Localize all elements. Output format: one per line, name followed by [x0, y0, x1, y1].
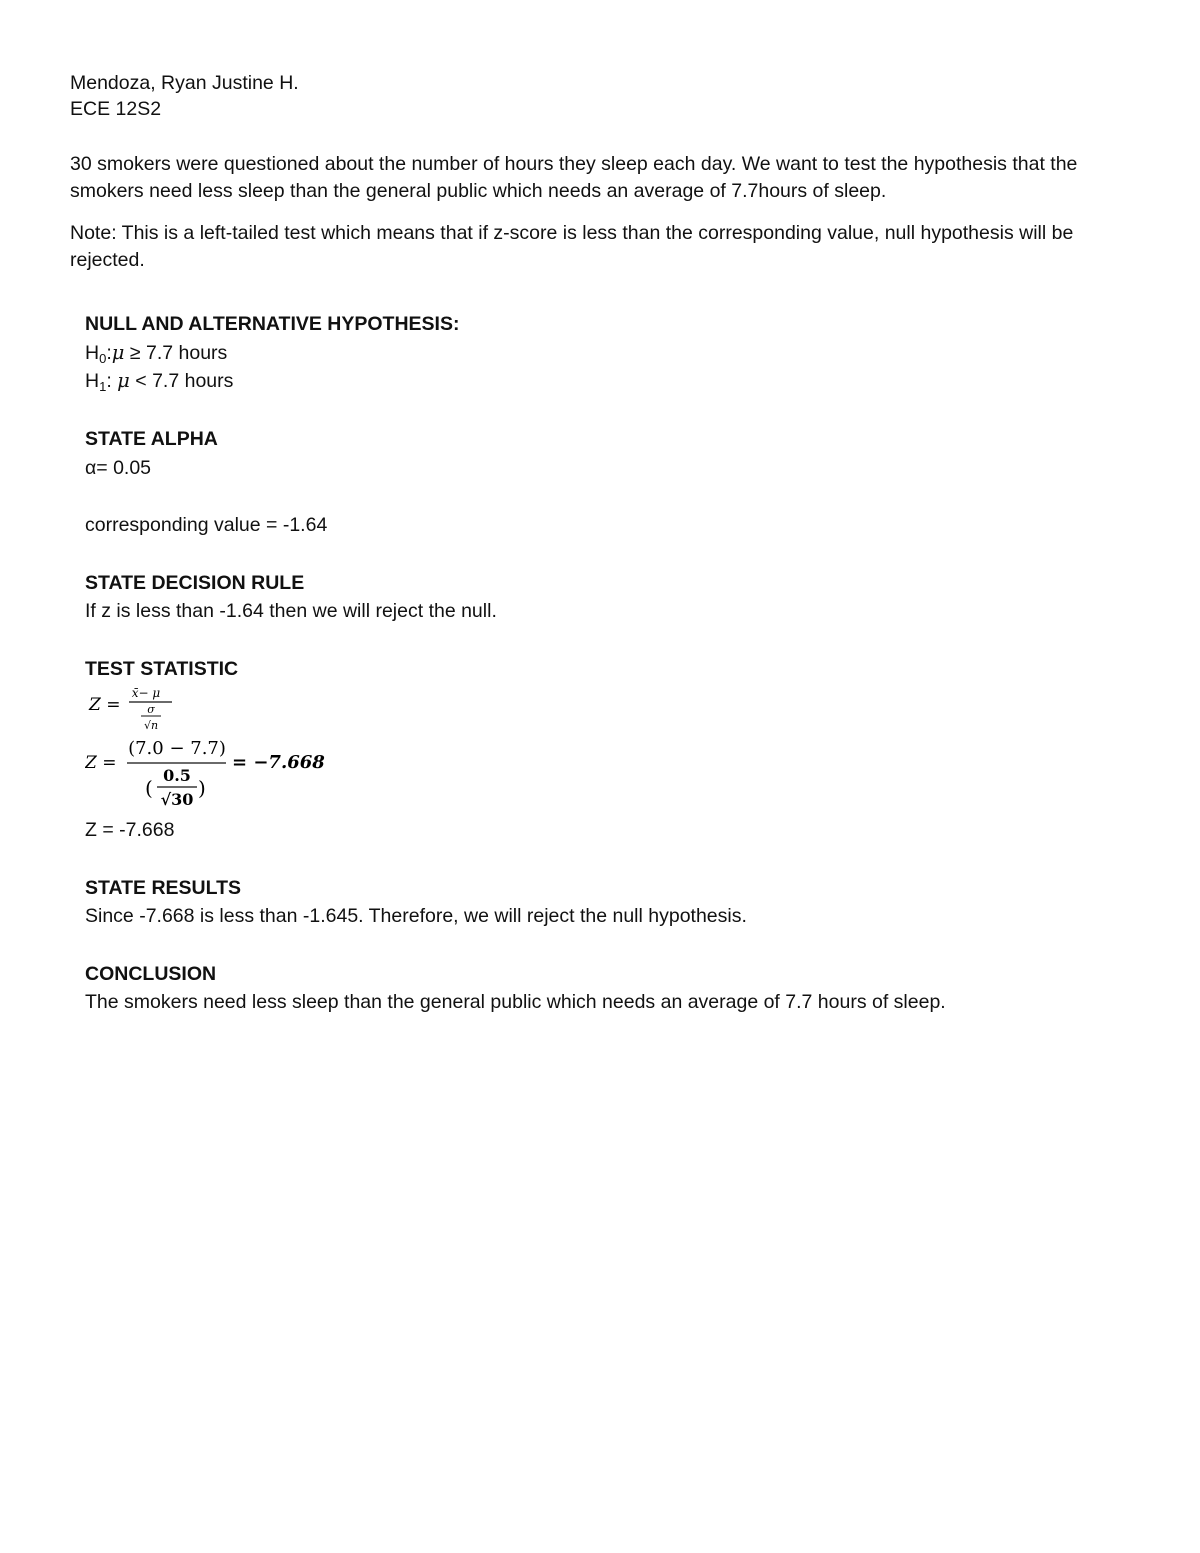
corresponding-value: corresponding value = -1.64	[85, 514, 328, 536]
null-hypothesis-condition: ≥ 7.7 hours	[124, 342, 228, 364]
results-text: Since -7.668 is less than -1.645. Therefore, we will reject the null hypothesis.	[85, 905, 747, 927]
class-section: ECE 12S2	[70, 98, 162, 120]
z-computation-inner-numerator: 0.5	[163, 766, 191, 785]
z-computation-lhs: Z =	[85, 753, 117, 773]
z-formula-lhs: Z =	[89, 695, 121, 715]
problem-note: Note: This is a left-tailed test which means that if z-score is less than the corresponding value, null hypothesis will be rejected.	[70, 222, 1074, 271]
alpha-heading: STATE ALPHA	[85, 428, 218, 450]
alternative-hypothesis-label: H	[85, 370, 100, 392]
decision-rule-text: If z is less than -1.64 then we will reject the null.	[85, 600, 497, 622]
z-formula-sigma: σ	[147, 703, 155, 716]
z-computation-inner-denominator: √30	[160, 790, 194, 809]
alternative-hypothesis-subscript: 1	[99, 379, 107, 394]
null-hypothesis-mu: μ	[111, 341, 125, 364]
z-computation	[85, 735, 345, 817]
alpha-value: α= 0.05	[85, 457, 152, 479]
decision-rule-heading: STATE DECISION RULE	[85, 572, 305, 594]
alternative-hypothesis	[85, 369, 233, 393]
z-result-line: Z = -7.668	[85, 819, 175, 841]
alternative-hypothesis-condition: < 7.7 hours	[129, 370, 234, 392]
z-formula-numerator: x̄− μ	[131, 686, 161, 700]
hypothesis-heading: NULL AND ALTERNATIVE HYPOTHESIS:	[85, 313, 460, 335]
alternative-hypothesis-mu: μ	[117, 369, 130, 392]
z-formula	[85, 683, 205, 735]
null-hypothesis-label: H	[85, 342, 100, 364]
test-statistic-heading: TEST STATISTIC	[85, 658, 239, 680]
author-name: Mendoza, Ryan Justine H.	[70, 72, 299, 94]
null-hypothesis-subscript: 0	[99, 351, 107, 366]
conclusion-heading: CONCLUSION	[85, 963, 217, 985]
null-hypothesis	[85, 341, 227, 365]
z-computation-numerator: (7.0 − 7.7)	[128, 738, 226, 759]
alternative-hypothesis-separator: :	[106, 370, 118, 392]
z-computation-open-paren: (	[145, 776, 153, 800]
z-formula-sqrt-n: √n	[143, 719, 159, 732]
z-computation-result: = −7.668	[232, 752, 325, 773]
null-hypothesis-separator: :	[106, 342, 112, 364]
results-heading: STATE RESULTS	[85, 877, 241, 899]
problem-statement: 30 smokers were questioned about the number of hours they sleep each day. We want to test the hypothesis that the smokers need less sleep than the general public which needs an average of 7.7hours of sleep.	[70, 153, 1078, 202]
z-computation-close-paren: )	[198, 776, 206, 800]
conclusion-text: The smokers need less sleep than the general public which needs an average of 7.7 hours of sleep.	[85, 991, 946, 1013]
